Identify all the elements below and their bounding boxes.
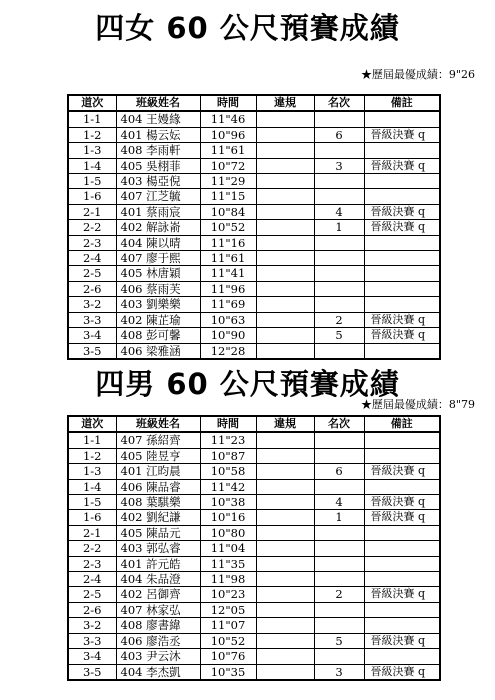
cell-place: 6: [314, 127, 364, 142]
cell-time: 11"69: [200, 297, 256, 312]
cell-place: [314, 235, 364, 250]
table-row: [68, 572, 440, 587]
table-row: [68, 432, 440, 448]
cell-note: [364, 541, 440, 556]
cell-note: 晉級決賽 q: [364, 312, 440, 327]
cell-violation: [256, 618, 314, 633]
cell-class-name: 402 陳芷瑜: [116, 312, 200, 327]
cell-time: 11"35: [200, 556, 256, 571]
header-note: 備註: [364, 95, 440, 111]
cell-place: 3: [314, 664, 364, 680]
cell-time: 11"41: [200, 266, 256, 281]
cell-time: 10"76: [200, 649, 256, 664]
header-lane: 道次: [68, 95, 116, 111]
cell-note: [364, 235, 440, 250]
cell-time: 10"35: [200, 664, 256, 680]
cell-place: [314, 525, 364, 540]
cell-time: 11"29: [200, 174, 256, 189]
cell-note: [364, 343, 440, 359]
cell-time: 10"84: [200, 204, 256, 219]
cell-class-name: 405 陳品元: [116, 525, 200, 540]
cell-lane: 1-4: [68, 479, 116, 494]
cell-violation: [256, 220, 314, 235]
table-row: [68, 495, 440, 510]
table-row: [68, 479, 440, 494]
cell-time: 11"16: [200, 235, 256, 250]
girls-results-table: [67, 94, 441, 360]
cell-class-name: 408 李雨軒: [116, 143, 200, 158]
cell-note: [364, 572, 440, 587]
cell-violation: [256, 312, 314, 327]
cell-place: 2: [314, 312, 364, 327]
cell-lane: 1-3: [68, 464, 116, 479]
cell-lane: 2-1: [68, 525, 116, 540]
cell-violation: [256, 297, 314, 312]
cell-class-name: 403 楊亞倪: [116, 174, 200, 189]
cell-class-name: 402 呂御齊: [116, 587, 200, 602]
boys-record: ★歷屆最優成績：8"79: [360, 398, 475, 411]
cell-class-name: 404 陳以晴: [116, 235, 200, 250]
cell-time: 10"72: [200, 158, 256, 173]
cell-lane: 2-6: [68, 281, 116, 296]
cell-violation: [256, 266, 314, 281]
table-row: [68, 328, 440, 343]
cell-class-name: 406 陳品睿: [116, 479, 200, 494]
cell-lane: 2-5: [68, 266, 116, 281]
cell-class-name: 401 蔡雨宸: [116, 204, 200, 219]
cell-note: [364, 111, 440, 127]
cell-class-name: 408 廖書緯: [116, 618, 200, 633]
cell-time: 10"63: [200, 312, 256, 327]
cell-note: [364, 281, 440, 296]
cell-lane: 3-4: [68, 328, 116, 343]
cell-violation: [256, 587, 314, 602]
table-row: [68, 525, 440, 540]
cell-place: 1: [314, 510, 364, 525]
cell-place: [314, 541, 364, 556]
cell-place: 5: [314, 633, 364, 648]
cell-lane: 2-3: [68, 556, 116, 571]
cell-place: [314, 189, 364, 204]
cell-violation: [256, 158, 314, 173]
header-time: 時間: [200, 95, 256, 111]
cell-lane: 1-5: [68, 174, 116, 189]
cell-time: 11"61: [200, 251, 256, 266]
cell-place: [314, 281, 364, 296]
cell-time: 11"04: [200, 541, 256, 556]
header-class-name: 班級姓名: [116, 416, 200, 432]
cell-note: [364, 479, 440, 494]
cell-class-name: 406 蔡雨芙: [116, 281, 200, 296]
cell-lane: 1-2: [68, 127, 116, 142]
cell-time: 12"28: [200, 343, 256, 359]
cell-violation: [256, 510, 314, 525]
cell-lane: 1-2: [68, 448, 116, 463]
cell-violation: [256, 664, 314, 680]
cell-violation: [256, 328, 314, 343]
cell-violation: [256, 127, 314, 142]
cell-violation: [256, 189, 314, 204]
cell-time: 11"46: [200, 111, 256, 127]
table-row: [68, 541, 440, 556]
cell-place: 4: [314, 204, 364, 219]
cell-time: 10"87: [200, 448, 256, 463]
cell-violation: [256, 281, 314, 296]
cell-lane: 3-5: [68, 343, 116, 359]
cell-place: [314, 432, 364, 448]
cell-violation: [256, 556, 314, 571]
cell-time: 10"23: [200, 587, 256, 602]
cell-note: 晉級決賽 q: [364, 587, 440, 602]
cell-lane: 2-3: [68, 235, 116, 250]
cell-violation: [256, 343, 314, 359]
cell-note: 晉級決賽 q: [364, 204, 440, 219]
cell-class-name: 405 林唐穎: [116, 266, 200, 281]
cell-time: 10"38: [200, 495, 256, 510]
cell-lane: 1-4: [68, 158, 116, 173]
cell-lane: 2-1: [68, 204, 116, 219]
cell-note: 晉級決賽 q: [364, 633, 440, 648]
header-note: 備註: [364, 416, 440, 432]
cell-violation: [256, 251, 314, 266]
cell-time: 11"15: [200, 189, 256, 204]
table-row: [68, 510, 440, 525]
table-row: [68, 174, 440, 189]
cell-place: [314, 343, 364, 359]
header-place: 名次: [314, 95, 364, 111]
header-violation: 違規: [256, 416, 314, 432]
cell-place: 1: [314, 220, 364, 235]
cell-lane: 1-1: [68, 432, 116, 448]
cell-note: [364, 556, 440, 571]
cell-place: 3: [314, 158, 364, 173]
cell-note: 晉級決賽 q: [364, 495, 440, 510]
cell-time: 10"90: [200, 328, 256, 343]
girls-title: 四女 60 公尺預賽成績: [95, 11, 400, 45]
cell-violation: [256, 143, 314, 158]
cell-lane: 3-4: [68, 649, 116, 664]
table-row: [68, 189, 440, 204]
cell-class-name: 406 梁雅涵: [116, 343, 200, 359]
table-row: [68, 158, 440, 173]
cell-class-name: 402 解詠嵛: [116, 220, 200, 235]
header-time: 時間: [200, 416, 256, 432]
cell-violation: [256, 649, 314, 664]
cell-violation: [256, 448, 314, 463]
header-lane: 道次: [68, 416, 116, 432]
table-header-row: [68, 95, 440, 111]
cell-place: 5: [314, 328, 364, 343]
boys-results-table: [67, 415, 441, 681]
cell-place: [314, 448, 364, 463]
table-row: [68, 633, 440, 648]
boys-title: 四男 60 公尺預賽成績: [95, 367, 400, 401]
cell-place: 2: [314, 587, 364, 602]
cell-violation: [256, 432, 314, 448]
cell-lane: 1-1: [68, 111, 116, 127]
table-row: [68, 587, 440, 602]
cell-class-name: 408 葉騏樂: [116, 495, 200, 510]
table-row: [68, 127, 440, 142]
cell-class-name: 407 林家弘: [116, 602, 200, 617]
cell-place: [314, 479, 364, 494]
cell-place: [314, 618, 364, 633]
cell-place: [314, 266, 364, 281]
cell-class-name: 401 江昀晨: [116, 464, 200, 479]
cell-violation: [256, 111, 314, 127]
table-row: [68, 143, 440, 158]
header-violation: 違規: [256, 95, 314, 111]
cell-note: 晉級決賽 q: [364, 127, 440, 142]
cell-note: [364, 432, 440, 448]
cell-class-name: 402 劉紀謙: [116, 510, 200, 525]
cell-time: 10"58: [200, 464, 256, 479]
cell-violation: [256, 235, 314, 250]
table-row: [68, 251, 440, 266]
cell-violation: [256, 572, 314, 587]
cell-violation: [256, 174, 314, 189]
header-place: 名次: [314, 416, 364, 432]
cell-violation: [256, 495, 314, 510]
table-row: [68, 343, 440, 359]
cell-violation: [256, 479, 314, 494]
cell-place: [314, 297, 364, 312]
cell-lane: 2-4: [68, 251, 116, 266]
cell-time: 10"96: [200, 127, 256, 142]
cell-note: [364, 143, 440, 158]
cell-class-name: 407 江芝毓: [116, 189, 200, 204]
cell-lane: 3-2: [68, 297, 116, 312]
cell-note: 晉級決賽 q: [364, 464, 440, 479]
table-row: [68, 235, 440, 250]
table-header-row: [68, 416, 440, 432]
cell-note: 晉級決賽 q: [364, 664, 440, 680]
girls-record: ★歷屆最優成績：9"26: [360, 68, 475, 81]
cell-place: [314, 174, 364, 189]
cell-note: [364, 297, 440, 312]
cell-note: [364, 649, 440, 664]
cell-place: 4: [314, 495, 364, 510]
cell-note: 晉級決賽 q: [364, 328, 440, 343]
cell-note: [364, 251, 440, 266]
table-row: [68, 464, 440, 479]
table-row: [68, 664, 440, 680]
cell-lane: 1-6: [68, 510, 116, 525]
cell-lane: 3-3: [68, 633, 116, 648]
table-row: [68, 266, 440, 281]
cell-time: 11"61: [200, 143, 256, 158]
cell-note: [364, 174, 440, 189]
cell-note: [364, 525, 440, 540]
cell-place: [314, 111, 364, 127]
cell-time: 10"80: [200, 525, 256, 540]
cell-lane: 3-3: [68, 312, 116, 327]
cell-note: [364, 602, 440, 617]
cell-violation: [256, 633, 314, 648]
header-class-name: 班級姓名: [116, 95, 200, 111]
cell-lane: 3-2: [68, 618, 116, 633]
cell-place: [314, 251, 364, 266]
cell-time: 11"96: [200, 281, 256, 296]
cell-note: 晉級決賽 q: [364, 220, 440, 235]
cell-time: 12"05: [200, 602, 256, 617]
table-row: [68, 448, 440, 463]
cell-lane: 1-6: [68, 189, 116, 204]
cell-time: 10"52: [200, 633, 256, 648]
table-row: [68, 602, 440, 617]
cell-time: 11"23: [200, 432, 256, 448]
cell-class-name: 403 尹云沐: [116, 649, 200, 664]
table-row: [68, 111, 440, 127]
cell-lane: 2-4: [68, 572, 116, 587]
table-row: [68, 204, 440, 219]
cell-place: [314, 649, 364, 664]
cell-class-name: 405 吳栩菲: [116, 158, 200, 173]
cell-violation: [256, 541, 314, 556]
cell-time: 10"16: [200, 510, 256, 525]
cell-place: [314, 143, 364, 158]
cell-lane: 2-6: [68, 602, 116, 617]
cell-violation: [256, 525, 314, 540]
table-row: [68, 618, 440, 633]
cell-place: [314, 556, 364, 571]
cell-time: 11"98: [200, 572, 256, 587]
cell-lane: 2-2: [68, 220, 116, 235]
cell-note: 晉級決賽 q: [364, 510, 440, 525]
cell-class-name: 401 楊云妘: [116, 127, 200, 142]
cell-class-name: 403 郭弘睿: [116, 541, 200, 556]
cell-violation: [256, 464, 314, 479]
cell-lane: 2-5: [68, 587, 116, 602]
cell-lane: 3-5: [68, 664, 116, 680]
cell-place: [314, 602, 364, 617]
cell-class-name: 406 廖浩丞: [116, 633, 200, 648]
cell-place: [314, 572, 364, 587]
cell-lane: 1-3: [68, 143, 116, 158]
cell-time: 11"07: [200, 618, 256, 633]
cell-class-name: 408 彭可馨: [116, 328, 200, 343]
cell-class-name: 407 孫紹齊: [116, 432, 200, 448]
cell-lane: 1-5: [68, 495, 116, 510]
table-row: [68, 220, 440, 235]
cell-class-name: 404 王嫚緣: [116, 111, 200, 127]
cell-time: 11"42: [200, 479, 256, 494]
table-row: [68, 556, 440, 571]
cell-note: 晉級決賽 q: [364, 158, 440, 173]
table-row: [68, 297, 440, 312]
cell-class-name: 404 李杰凱: [116, 664, 200, 680]
cell-class-name: 404 朱品澄: [116, 572, 200, 587]
cell-class-name: 403 劉樂樂: [116, 297, 200, 312]
cell-time: 10"52: [200, 220, 256, 235]
cell-note: [364, 448, 440, 463]
cell-note: [364, 189, 440, 204]
cell-note: [364, 266, 440, 281]
table-row: [68, 649, 440, 664]
cell-violation: [256, 204, 314, 219]
cell-violation: [256, 602, 314, 617]
cell-class-name: 407 廖于熙: [116, 251, 200, 266]
cell-class-name: 401 許元皓: [116, 556, 200, 571]
cell-note: [364, 618, 440, 633]
table-row: [68, 281, 440, 296]
cell-lane: 2-2: [68, 541, 116, 556]
table-row: [68, 312, 440, 327]
cell-place: 6: [314, 464, 364, 479]
cell-class-name: 405 陸昱亨: [116, 448, 200, 463]
